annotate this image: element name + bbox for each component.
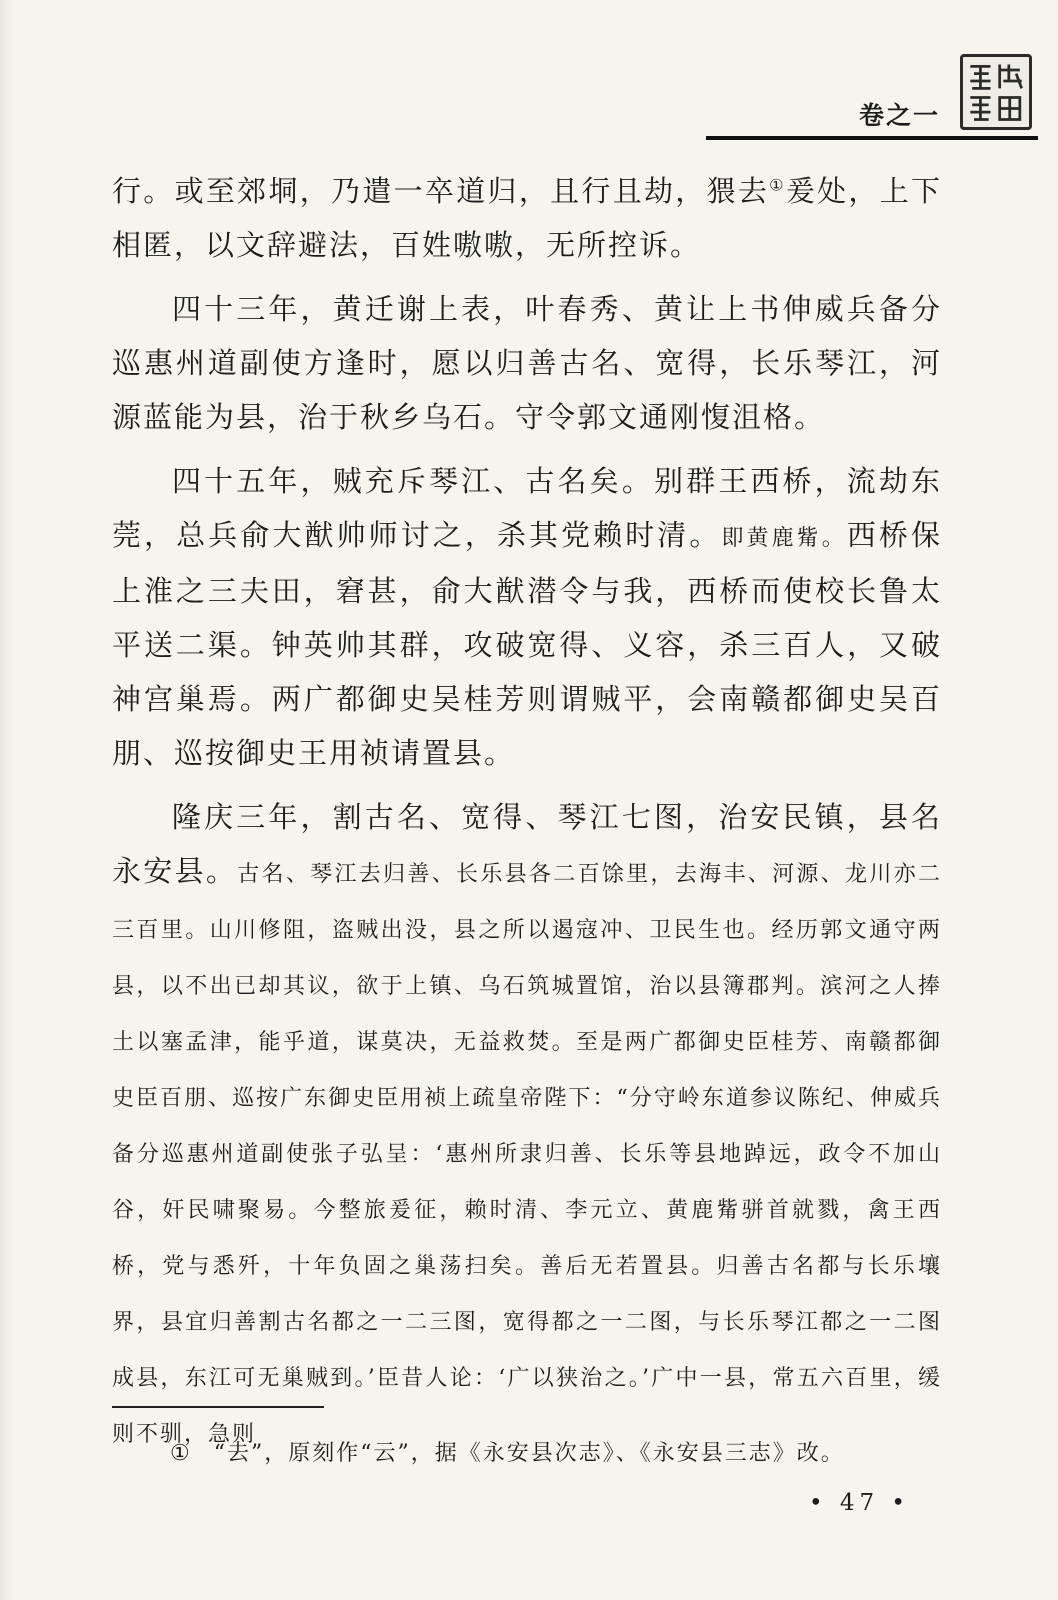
paragraph-3-text-b: 西桥保上淮之三夫田，窘甚，俞大猷潜令与我，西桥而使校长鲁太平送二渠。钟英帅其群，攻破宽得、义容，杀三百人，又破神宫巢焉。两广都御史吴桂芳则谓贼平，会南赣都御史吴百朋、巡按御史王用祯请置县。 — [112, 518, 942, 770]
paragraph-3 — [112, 454, 942, 780]
paragraph-2: 四十三年，黄迁谢上表，叶春秀、黄让上书伸威兵备分巡惠州道副使方逢时，愿以归善古名、宽得，长乐琴江，河源蓝能为县，治于秋乡乌石。守令郭文通刚愎沮格。 — [112, 292, 942, 434]
paragraph-4 — [112, 790, 942, 1460]
section-title: 卷之一 — [858, 101, 940, 130]
paragraph-4-text: 隆庆三年，割古名、宽得、琴江七图，治安民镇，县名永安县。 — [112, 800, 942, 888]
page-edge — [0, 0, 14, 1600]
main-text — [112, 164, 942, 1470]
paragraph-3-text-a: 四十五年，贼充斥琴江、古名矣。别群王西桥，流劫东莞，总兵俞大猷帅师讨之，杀其党赖时清。 — [112, 464, 942, 552]
footnote-reference: ① — [769, 175, 786, 195]
footnote — [170, 1436, 845, 1467]
footnote-text: “去”，原刻作“云”，据《永安县次志》、《永安县三志》改。 — [213, 1441, 845, 1466]
footnote-rule — [112, 1406, 324, 1408]
seal-logo — [960, 54, 1032, 130]
paragraph-1-rest: 爰处，上下相匿，以文辞避法，百姓嗷嗷，无所控诉。 — [112, 174, 942, 262]
paragraph-1-text: 行。或至郊垌，乃遣一卒道归，且行且劫，猥去 — [112, 174, 770, 208]
footnote-mark: ① — [170, 1441, 192, 1466]
paragraph-1 — [112, 164, 942, 272]
paragraph-4-annotation: 古名、琴江去归善、长乐县各二百馀里，去海丰、河源、龙川亦二三百里。山川修阻，盗贼出没，县之所以遏寇冲、卫民生也。经历郭文通守两县，以不出已却其议，欲于上镇、乌石筑城置馆，治以县簿郡判。滨河之人捧土以塞孟津，能乎道，谋莫决，无益救焚。至是两广都御史臣桂芳、南赣都御史臣百朋、巡按广东御史臣用祯上疏皇帝陛下：“分守岭东道参议陈纪、伸威兵备分巡惠州道副使张子弘呈：‘惠州所隶归善、长乐等县地踔远，政令不加山谷，奸民啸聚易。今整旅爰征，赖时清、李元立、黄鹿觜骈首就戮，禽王西桥，党与悉歼，十年负固之巢荡扫矣。善后无若置县。归善古名都与长乐壤界，县宜归善割古名都之一二三图，宽得都之一二图，与长乐琴江都之一二图成县，东江可无巢贼到。’臣昔人论：‘广以狭治之。’广中一县，常五六百里，缓则不驯，急则 — [112, 862, 942, 1447]
page-number: • 47 • — [808, 1490, 910, 1516]
paragraph-3-annotation: 即黄鹿觜。 — [721, 526, 847, 551]
header-rule — [706, 136, 1038, 140]
